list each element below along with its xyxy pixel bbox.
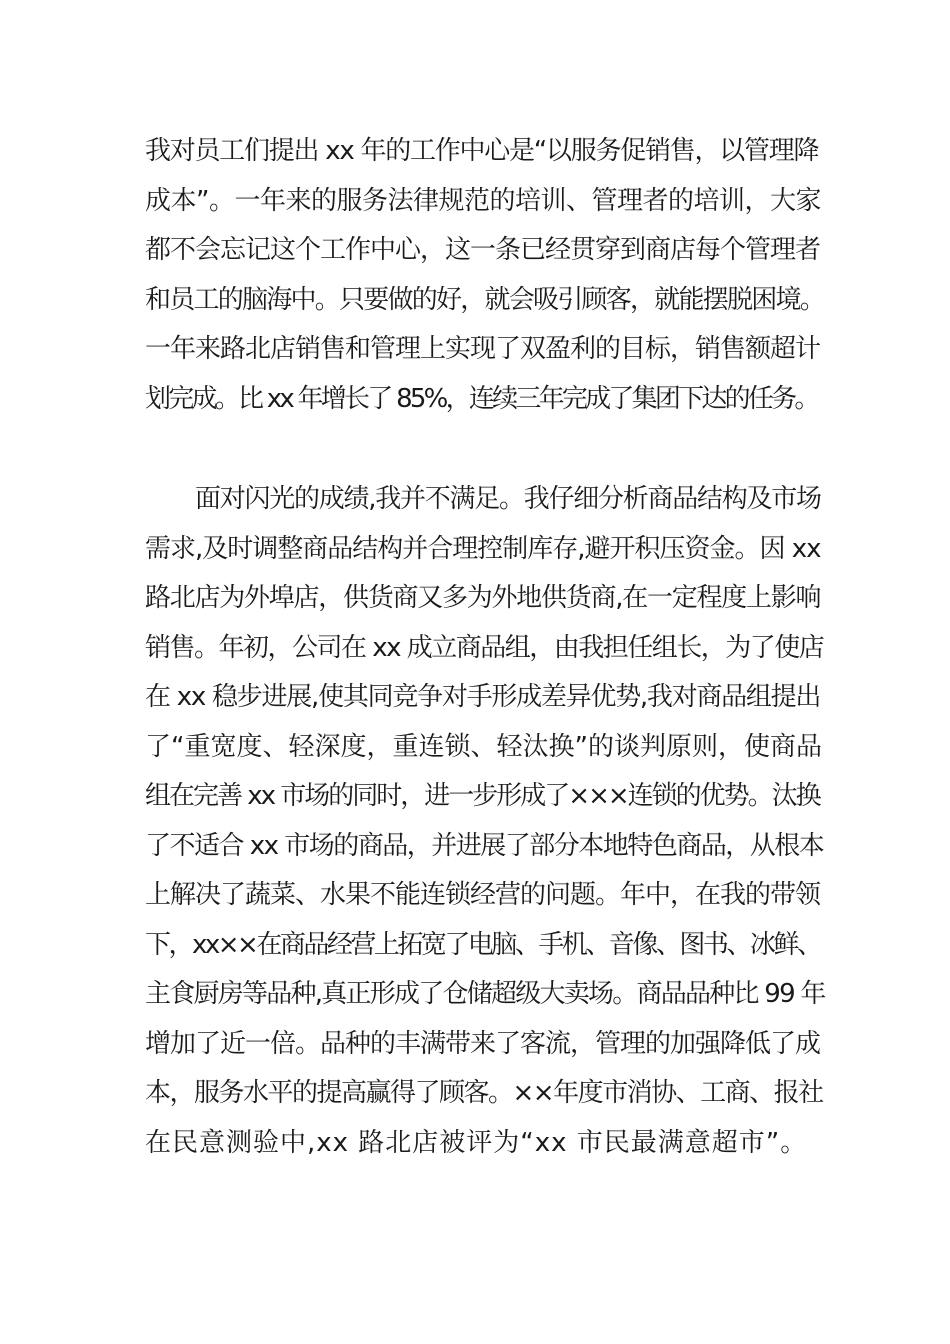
text-line: 了不适合 xx 市场的商品，并进展了部分本地特色商品，从根本 <box>145 830 824 861</box>
text-line: 需求,及时调整商品结构并合理控制库存,避开积压资金。因 xx <box>145 533 821 564</box>
text-line: 在 xx 稳步进展,使其同竞争对手形成差异优势,我对商品组提出 <box>145 682 821 712</box>
text-line: 了“重宽度、轻深度，重连锁、轻汰换”的谈判原则，使商品 <box>145 731 822 762</box>
text-line: 在民意测验中,xx 路北店被评为“xx 市民最满意超市”。 <box>145 1127 808 1158</box>
text-line: 路北店为外埠店，供货商又多为外地供货商,在一定程度上影响 <box>145 583 821 613</box>
paragraph-product-structure <box>145 475 825 1168</box>
text-line: 成本”。一年来的服务法律规范的培训、管理者的培训，大家 <box>145 185 821 216</box>
text-line: 一年来路北店销售和管理上实现了双盈利的目标，销售额超计 <box>145 334 821 364</box>
text-line: 销售。年初，公司在 xx 成立商品组，由我担任组长，为了使店 <box>145 632 824 663</box>
text-line: 都不会忘记这个工作中心，这一条已经贯穿到商店每个管理者 <box>145 235 821 265</box>
text-line: 组在完善 xx 市场的同时，进一步形成了×××连锁的优势。汰换 <box>145 781 820 811</box>
text-line: 和员工的脑海中。只要做的好，就会吸引顾客，就能摆脱困境。 <box>145 284 825 315</box>
text-line: 主食厨房等品种,真正形成了仓储超级大卖场。商品品种比 99 年 <box>145 979 825 1009</box>
text-line: 我对员工们提出 xx 年的工作中心是“以服务促销售，以管理降 <box>145 136 819 166</box>
text-line: 本，服务水平的提高赢得了顾客。××年度市消协、工商、报社 <box>145 1078 823 1108</box>
text-line: 增加了近一倍。品种的丰满带来了客流，管理的加强降低了成 <box>145 1028 821 1059</box>
text-line: 划完成。比 xx 年增长了 85%，连续三年完成了集团下达的任务。 <box>145 383 818 414</box>
text-line: 下，xx××在商品经营上拓宽了电脑、手机、音像、图书、冰鲜、 <box>145 929 821 960</box>
paragraph-work-center <box>145 127 825 424</box>
text-line: 上解决了蔬菜、水果不能连锁经营的问题。年中，在我的带领 <box>145 880 821 910</box>
text-line: 面对闪光的成绩,我并不满足。我仔细分析商品结构及市场 <box>195 484 821 514</box>
